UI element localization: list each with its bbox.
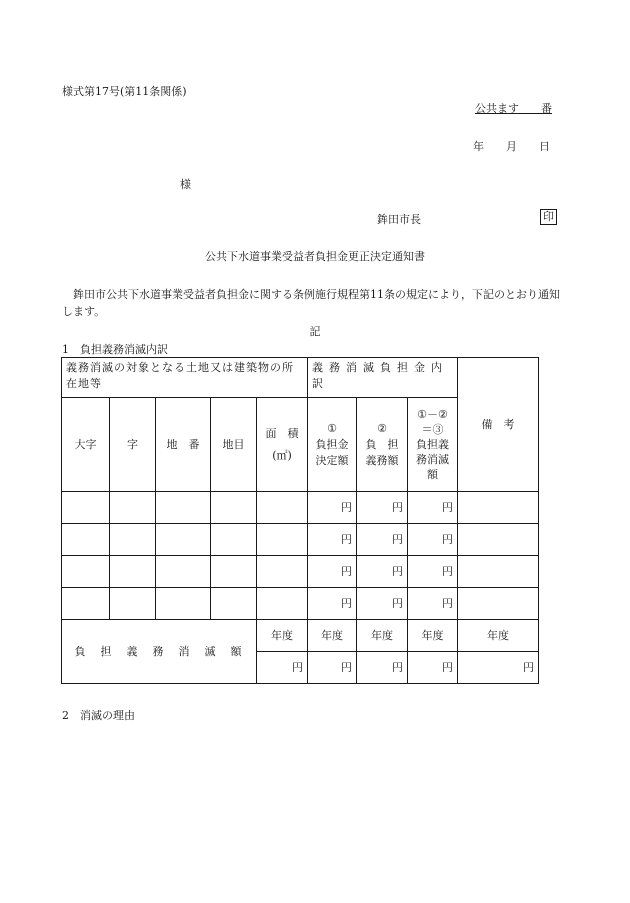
chimoku-cell bbox=[211, 524, 257, 556]
form-number: 様式第17号(第11条関係) bbox=[62, 85, 187, 98]
decided-amount-header bbox=[308, 398, 357, 492]
table-row bbox=[62, 588, 539, 620]
decided-amount-line2: 負担金 bbox=[315, 437, 349, 451]
oaza-cell bbox=[62, 556, 110, 588]
total-amount-cell: 円 bbox=[408, 652, 458, 684]
decided-amount-line1: ① bbox=[327, 421, 337, 435]
obligation-amount-cell: 円 bbox=[357, 524, 408, 556]
obligation-amount-line3: 義務額 bbox=[365, 453, 399, 467]
total-amount-cell: 円 bbox=[308, 652, 357, 684]
table-row bbox=[62, 524, 539, 556]
total-year-row bbox=[62, 620, 539, 652]
body-text: 鉾田市公共下水道事業受益者負担金に関する条例施行規程第11条の規定により，下記のとおり通知します。 bbox=[62, 288, 560, 318]
year-cell: 年度 bbox=[408, 620, 458, 652]
obligation-amount-header bbox=[357, 398, 408, 492]
oaza-cell bbox=[62, 492, 110, 524]
section-2-heading: 2 消滅の理由 bbox=[62, 709, 135, 722]
area-cell bbox=[257, 524, 308, 556]
table-row bbox=[62, 492, 539, 524]
obligation-table bbox=[61, 357, 539, 684]
total-label: 負 担 義 務 消 滅 額 bbox=[62, 620, 257, 684]
seal-mark bbox=[540, 209, 557, 225]
chiban-cell bbox=[156, 588, 211, 620]
area-header bbox=[257, 398, 308, 492]
remarks-header: 備 考 bbox=[458, 358, 539, 492]
extinguished-amount-line3: 負担義 bbox=[416, 438, 450, 451]
chimoku-cell bbox=[211, 492, 257, 524]
aza-cell bbox=[110, 524, 156, 556]
table-row bbox=[62, 556, 539, 588]
decided-amount-line3: 決定額 bbox=[315, 453, 349, 467]
issue-date: 年 月 日 bbox=[473, 140, 550, 153]
year-cell: 年度 bbox=[308, 620, 357, 652]
area-cell bbox=[257, 588, 308, 620]
total-amount-cell: 円 bbox=[357, 652, 408, 684]
seal-text: 印 bbox=[540, 209, 557, 225]
year-cell: 年度 bbox=[458, 620, 539, 652]
aza-header: 字 bbox=[110, 398, 156, 492]
group-location-header: 義務消滅の対象となる土地又は建築物の所在地等 bbox=[62, 358, 308, 398]
area-header-line2: (㎡) bbox=[272, 448, 292, 462]
chiban-cell bbox=[156, 524, 211, 556]
table-header-row-1 bbox=[62, 358, 539, 398]
extinguished-amount-cell: 円 bbox=[408, 524, 458, 556]
total-amount-cell: 円 bbox=[458, 652, 539, 684]
issuer-name: 鉾田市長 bbox=[377, 213, 421, 226]
obligation-amount-cell: 円 bbox=[357, 556, 408, 588]
document-title: 公共下水道事業受益者負担金更正決定通知書 bbox=[205, 250, 425, 263]
obligation-amount-line2: 負 担 bbox=[365, 437, 399, 451]
remarks-cell bbox=[458, 524, 539, 556]
extinguished-amount-header bbox=[408, 398, 458, 492]
oaza-cell bbox=[62, 588, 110, 620]
remarks-cell bbox=[458, 588, 539, 620]
extinguished-amount-cell: 円 bbox=[408, 556, 458, 588]
extinguished-amount-cell: 円 bbox=[408, 588, 458, 620]
total-amount-cell: 円 bbox=[257, 652, 308, 684]
aza-cell bbox=[110, 588, 156, 620]
addressee-suffix: 様 bbox=[180, 178, 191, 191]
year-cell: 年度 bbox=[357, 620, 408, 652]
chimoku-header: 地目 bbox=[211, 398, 257, 492]
area-cell bbox=[257, 492, 308, 524]
aza-cell bbox=[110, 492, 156, 524]
year-cell: 年度 bbox=[257, 620, 308, 652]
extinguished-amount-line5: 額 bbox=[427, 468, 439, 481]
oaza-cell bbox=[62, 524, 110, 556]
chiban-cell bbox=[156, 556, 211, 588]
area-header-line1: 面 積 bbox=[265, 426, 299, 440]
extinguished-amount-line2: ＝③ bbox=[421, 423, 444, 436]
remarks-cell bbox=[458, 492, 539, 524]
extinguished-amount-cell: 円 bbox=[408, 492, 458, 524]
ki-heading: 記 bbox=[309, 325, 321, 338]
decided-amount-cell: 円 bbox=[308, 524, 357, 556]
document-number: 公共ます 番 bbox=[475, 102, 552, 115]
group-breakdown-header: 義務消滅負担金内訳 bbox=[308, 358, 458, 398]
chimoku-cell bbox=[211, 556, 257, 588]
extinguished-amount-line1: ①－② bbox=[417, 408, 448, 421]
obligation-amount-line1: ② bbox=[377, 421, 387, 435]
chimoku-cell bbox=[211, 588, 257, 620]
extinguished-amount-line4: 務消滅 bbox=[416, 453, 450, 466]
chiban-cell bbox=[156, 492, 211, 524]
section-1-heading: 1 負担義務消滅内訳 bbox=[62, 343, 168, 356]
remarks-cell bbox=[458, 556, 539, 588]
chiban-header: 地 番 bbox=[156, 398, 211, 492]
decided-amount-cell: 円 bbox=[308, 556, 357, 588]
aza-cell bbox=[110, 556, 156, 588]
area-cell bbox=[257, 556, 308, 588]
oaza-header: 大字 bbox=[62, 398, 110, 492]
obligation-amount-cell: 円 bbox=[357, 588, 408, 620]
decided-amount-cell: 円 bbox=[308, 492, 357, 524]
decided-amount-cell: 円 bbox=[308, 588, 357, 620]
obligation-amount-cell: 円 bbox=[357, 492, 408, 524]
